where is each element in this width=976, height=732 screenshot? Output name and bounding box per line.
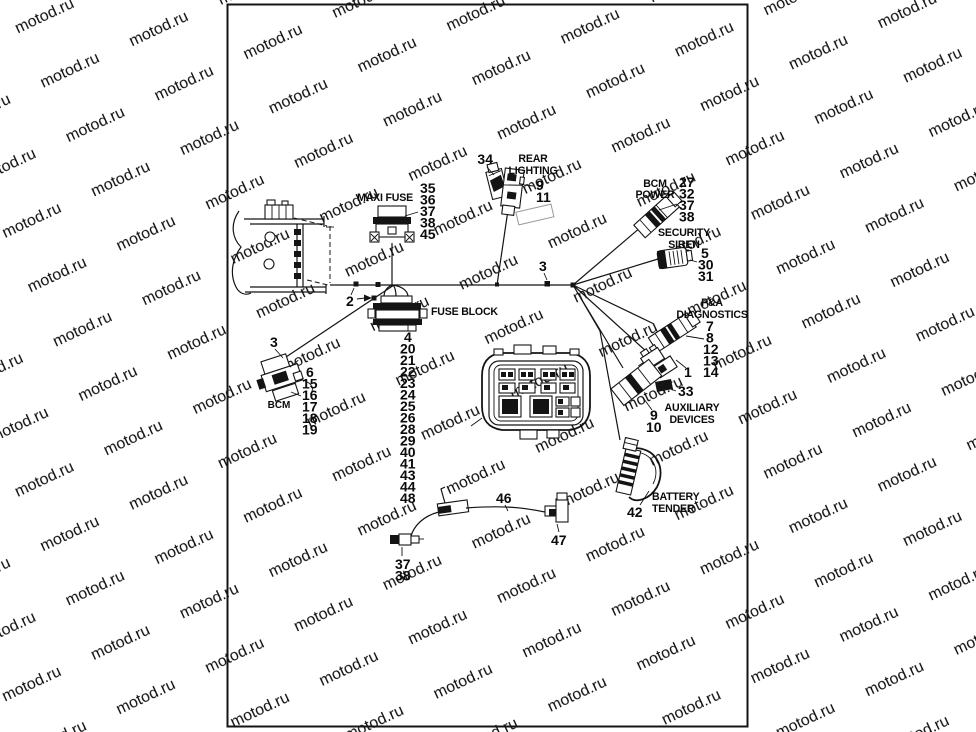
callout-8: 8: [706, 329, 714, 346]
bcm-power-label-1: BCM: [643, 178, 667, 190]
pa-diagnostics-label-1: P&A: [701, 297, 723, 309]
callout-13: 13: [703, 352, 719, 369]
callout-37b: 37: [679, 197, 695, 213]
callout-2: 2: [346, 293, 354, 309]
security-siren-label-2: SIREN: [668, 239, 700, 251]
maxi-fuse-label: MAXI FUSE: [357, 192, 413, 204]
callout-6: 6: [306, 364, 314, 380]
callout-47: 47: [551, 532, 567, 548]
callout-43: 43: [400, 467, 416, 483]
callout-38: 38: [420, 214, 436, 231]
callout-1: 1: [684, 364, 692, 380]
callout-14: 14: [703, 364, 719, 380]
callout-16: 16: [302, 387, 318, 403]
bcm-label: BCM: [267, 400, 291, 411]
callout-15: 15: [302, 375, 318, 392]
pa-diagnostics-label-2: DIAGNOSTICS: [676, 309, 748, 321]
callout-18: 18: [302, 410, 318, 426]
callout-4: 4: [404, 329, 412, 345]
callout-37c: 37: [395, 556, 411, 572]
callout-3-bcm: 3: [270, 334, 278, 350]
bcm-power-label-2: POWER: [635, 189, 675, 201]
callout-21: 21: [400, 352, 416, 368]
callout-38c: 38: [395, 567, 411, 584]
callout-48: 48: [400, 490, 416, 506]
callout-37: 37: [420, 203, 436, 219]
callout-29: 29: [400, 432, 416, 449]
callout-40: 40: [400, 444, 416, 460]
auxiliary-label-1: AUXILIARY: [664, 402, 720, 414]
callout-30: 30: [698, 256, 714, 273]
battery-tender-label-1: BATTERY: [652, 491, 700, 503]
callout-38b: 38: [679, 208, 695, 225]
callout-42: 42: [627, 504, 643, 520]
auxiliary-label-2: DEVICES: [669, 414, 715, 426]
callout-20: 20: [400, 340, 416, 357]
callout-35: 35: [420, 180, 436, 196]
callout-28: 28: [400, 421, 416, 437]
callout-10: 10: [646, 419, 662, 435]
callout-19: 19: [302, 421, 318, 438]
callout-36: 36: [420, 191, 436, 208]
callout-24: 24: [400, 386, 416, 403]
callout-5: 5: [701, 245, 709, 261]
callout-32: 32: [679, 185, 695, 202]
callout-9: 9: [536, 177, 544, 193]
battery-tender-label-2: TENDER: [652, 503, 695, 515]
fuse-block-label: FUSE BLOCK: [431, 306, 498, 318]
callout-34: 34: [477, 151, 493, 167]
callout-26: 26: [400, 409, 416, 426]
callout-23: 23: [400, 375, 416, 391]
callout-27: 27: [679, 174, 695, 190]
callout-31: 31: [698, 268, 714, 284]
callout-3-mid: 3: [539, 258, 547, 274]
callout-25: 25: [400, 398, 416, 414]
rear-lighting-label-1: REAR: [518, 153, 548, 165]
callout-45: 45: [420, 226, 436, 242]
callout-44: 44: [400, 478, 416, 495]
security-siren-label-1: SECURITY: [658, 227, 710, 239]
callout-33: 33: [678, 383, 694, 399]
callout-7: 7: [706, 318, 714, 334]
callout-17: 17: [302, 398, 318, 415]
callout-46: 46: [496, 490, 512, 506]
callout-41: 41: [400, 455, 416, 472]
callout-22: 22: [400, 363, 416, 380]
rear-lighting-label-2: LIGHTING: [508, 165, 558, 177]
callout-12: 12: [703, 341, 719, 357]
callout-11: 11: [536, 189, 551, 205]
callout-9b: 9: [650, 407, 658, 423]
